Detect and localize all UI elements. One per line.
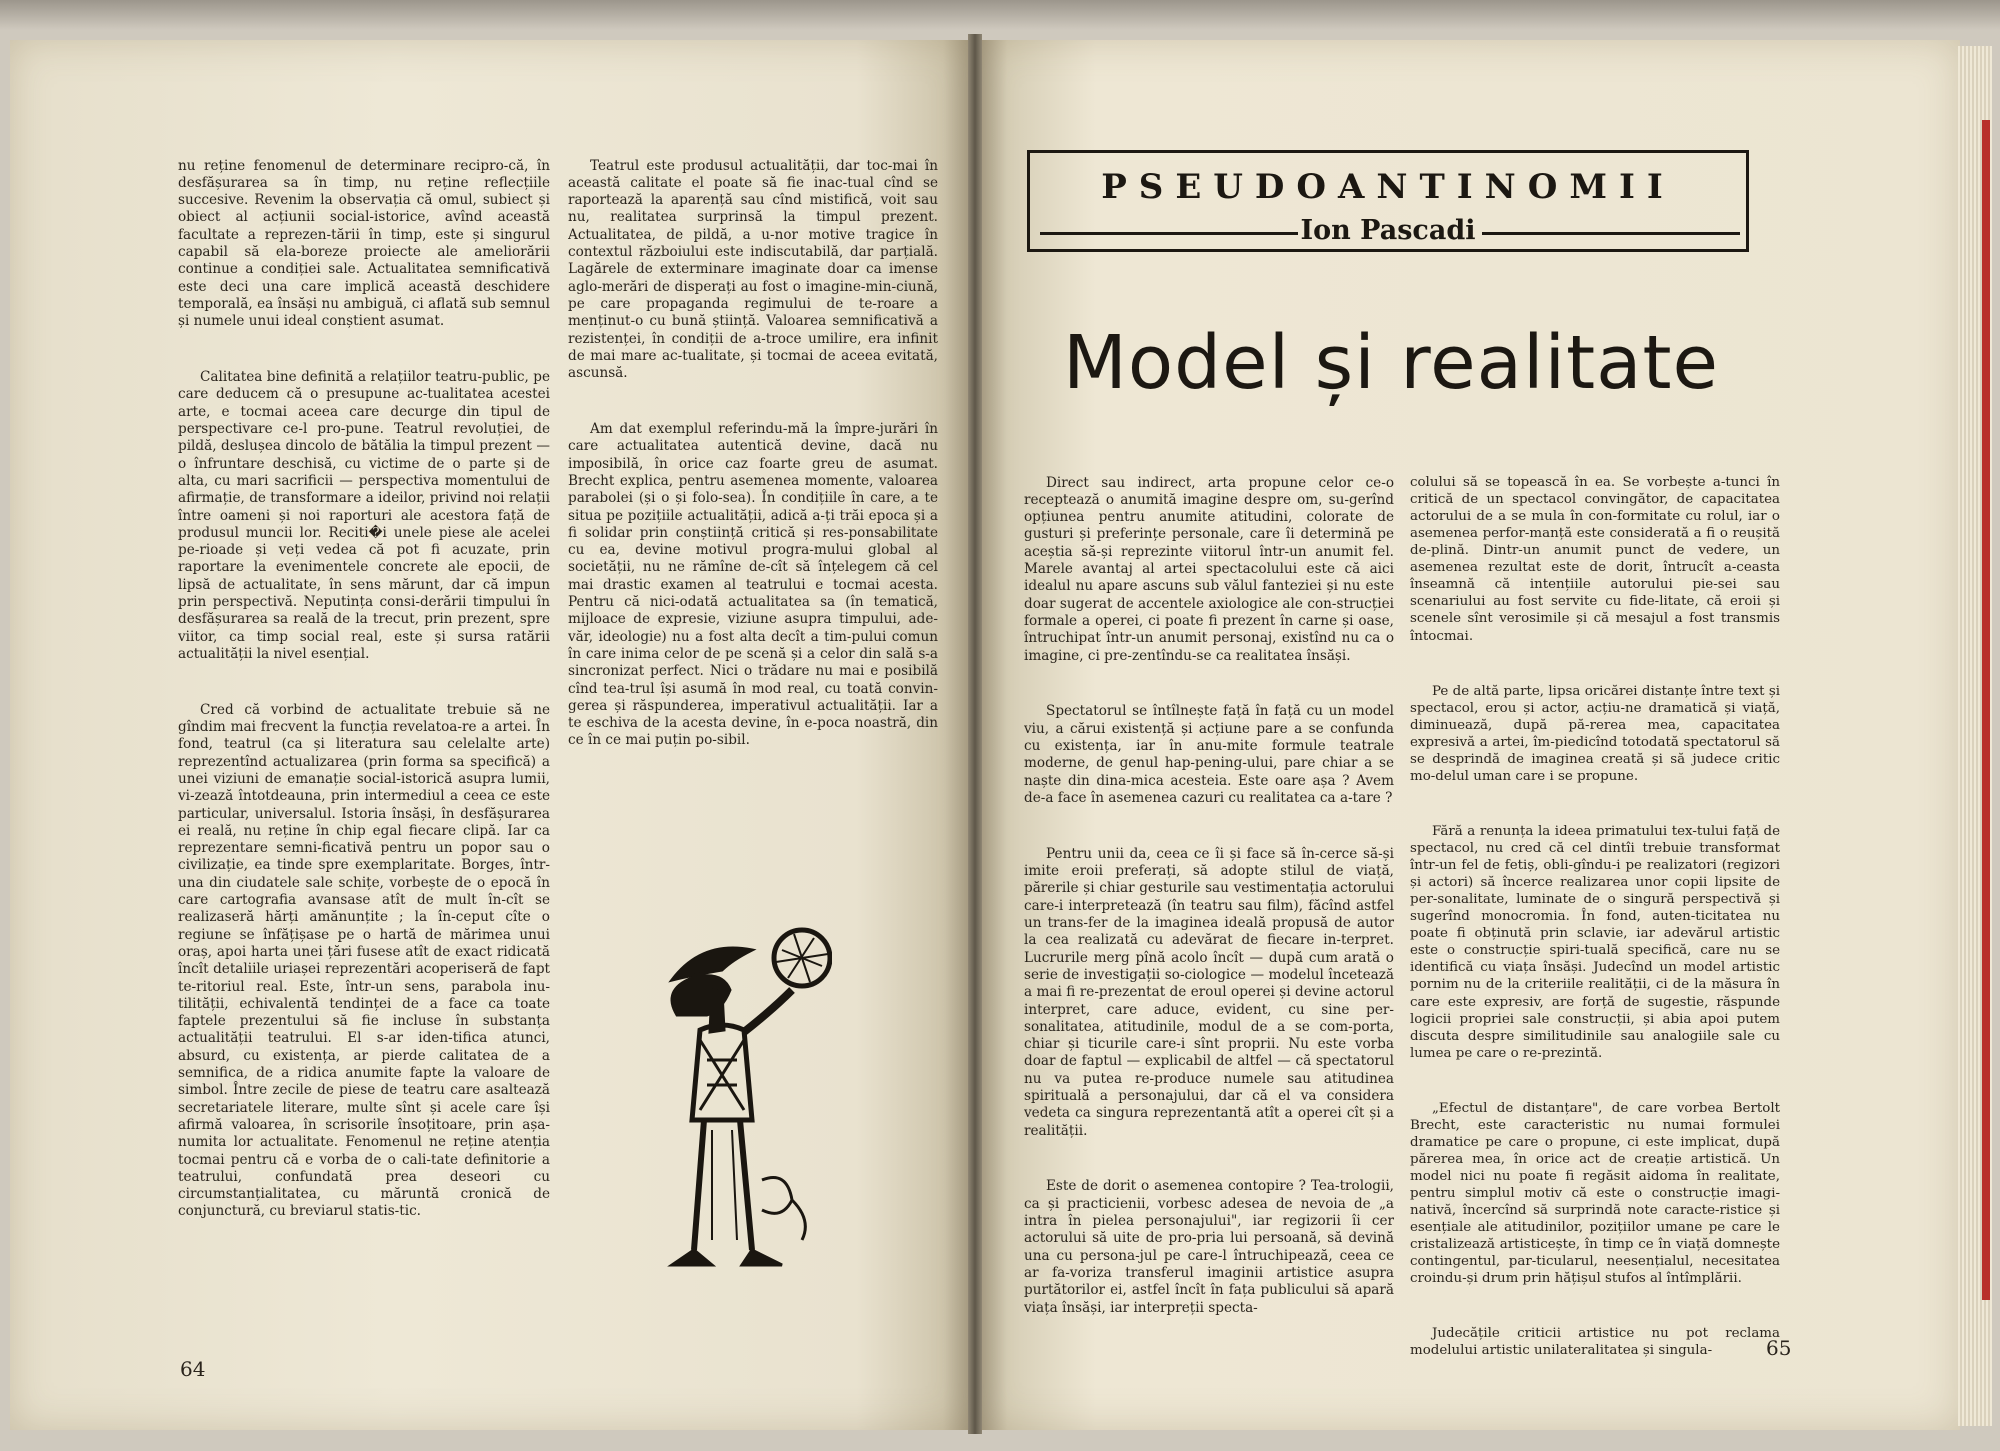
paragraph: Pe de altă parte, lipsa oricărei distanțe între text și spectacol, erou și actor, acțiu-ne dramatică și viață, diminuează, după pă-rerea mea, capacitatea expresivă a artei, îm-piedicînd totodată spectatorul să se desprindă de imaginea creată și să judece critic mo-delul uman care i se propune. [1410,683,1780,784]
paragraph: Judecățile criticii artistice nu pot reclama modelului artistic unilateralitatea și singula- [1410,1326,1780,1359]
right-column-2 [1410,440,1780,1440]
woodcut-illustration [652,920,832,1290]
paragraph: Fără a renunța la ideea primatului tex-tului față de spectacol, nu cred că cel dintîi trebuie transformat într-un fel de fetiș, obli-gîndu-i pe realizatori (regizori și actori) să încerce realizarea unor copii lipsite de per-sonalitate, luminate de o singură perspectivă și sugerînd monocromia. În fond, auten-ticitatea nu poate fi obținută prin sclavie, iar adevărul artistic este o construcție spiri-tuală specifică, care nu se identifică cu viața însăși. Judecînd un model artistic pornim nu de la criteriile realității, ci de la măsura în care este expresiv, are forță de sugestie, răspunde logicii propriei sale construcții, și abia apoi putem discuta despre similitudinile sau analogiile sale cu lumea pe care o re-prezintă. [1410,824,1780,1061]
author-row [1030,215,1746,245]
paragraph: Am dat exemplul referindu-mă la împre-jurări în care actualitatea autentică devine, dacă nu imposibilă, în orice caz foarte greu de asumat. Brecht explica, pentru asemenea momente, valoarea parabolei (și o și folo-sea). În condițiile în care, a te situa pe pozițiile actualității, adică a-ți trăi epoca și a fi solidar prin conștiință critică și res-ponsabilitate cu ea, devine motivul progra-mului global al societății, nu ne rămîne de-cît să înțelegem că cel mai drastic examen al teatrului e tocmai acesta. Pentru că nici-odată actualitatea sa (în tematică, mijloace de expresie, viziune asupra timpului, ade-văr, ideologie) nu a fost alta decît a tim-pului comun în care inima celor de pe scenă și a celor din sală s-a sincronizat perfect. Nici o trădare nu mai e posibilă cînd tea-trul își asumă în mod real, cu toată convin-gerea și răspunderea, imperativul actualității. Iar a te eschiva de la acesta devine, în e-poca noastră, din ce în ce mai puțin po-sibil. [568,421,938,749]
right-column-1 [1024,440,1394,1440]
series-title: PSEUDOANTINOMII [1101,167,1675,207]
paragraph: Teatrul este produsul actualității, dar toc-mai în această calitate el poate să fie inac-tual cînd se raportează la aparență sau cînd mistifică, voit sau nu, realitatea surprinsă la timpul prezent. Actualitatea, de pildă, a u-nor motive tragice în contextul războiului este indiscutabilă, dar parțială. Lagărele de exterminare imaginate doar ca imense aglo-merări de disperați au fost o imagine-min-ciună, pe care propaganda regimului de te-roare a menținut-o cu bună știință. Valoarea semnificativă a rezistenței, în condiții de a-troce umilire, era infinit de mai mare ac-tualitate, și tocmai de aceea evitată, ascunsă. [568,157,938,382]
red-ribbon-edge [1982,120,1990,1300]
page-number-right: 65 [1766,1336,1792,1360]
paragraph: Este de dorit o asemenea contopire ? Tea-trologii, ca și practicienii, vorbesc adesea de nevoia de „a intra în pielea personajului", iar regizorii îi cer actorului să uite de pro-pria lui persoană, să devină una cu persona-jul pe care-l întruchipează, ceea ce ar fa-voriza transferul imaginii artistice asupra purtătorilor ei, astfel încît în fața publicului să apară viața însăși, iar interpreții specta- [1024,1178,1394,1316]
left-column-1 [178,123,550,1348]
paragraph: Calitatea bine definită a relațiilor teatru-public, pe care deducem că o presupune ac-tualitatea acestei arte, e tocmai aceea care decurge din tipul de perspectivare ce-l pro-pune. Teatrul revoluției, de pildă, deslușea dincolo de bătălia la timpul prezent — o înfruntare deschisă, cu victime de o parte și de alta, cu mari sacrificii — perspectiva momentului de afirmație, de transformare a ideilor, privind noi relații între oameni și noi raporturi ale acestora față de produsul muncii lor. Reciti�i unele piese ale acelei pe-rioade și veți vedea că pot fi acuzate, prin raportare la evenimentele concrete ale epocii, de lipsă de actualitate, în sens mărunt, dar că impun prin perspectivă. Neputința consi-derării timpului în desfășurarea sa reală de la trecut, prin prezent, spre viitor, ca timp social real, este și sursa ratării actualității la nivel esențial. [178,369,550,662]
paragraph: Pentru unii da, ceea ce îi și face să în-cerce să-și imite eroii preferați, să adopte stilul de viață, părerile și chiar gesturile sau vestimentația actorului care-i interpretează (în teatru sau film), făcînd astfel un trans-fer de la imaginea ideală propusă de autor la cea realizată cu adevărat de fiecare in-terpret. Lucrurile merg pînă acolo încît — după cum arată o serie de investigații so-ciologice — modelul încetează a mai fi re-prezentat de eroul operei și devine actorul interpret, care aduce, evident, cu sine per-sonalitatea, atitudinile, modul de a se com-porta, chiar și ticurile care-i sînt proprii. Nu este vorba doar de faptul — explicabil de altfel — că spectatorul nu va putea re-produce numele sau atitudinea spirituală a personajului, dar că el va considera vedeta ca singura reprezentantă atît a operei cît și a realității. [1024,845,1394,1139]
page-number-left: 64 [180,1357,206,1381]
paragraph: Cred că vorbind de actualitate trebuie să ne gîndim mai frecvent la funcția revelatoa-re a artei. În fond, teatrul (ca și literatura sau celelalte arte) reprezentînd actualizarea (prin forma sa specifică) a unei viziuni de emanație social-istorică asupra lumii, vi-zează întotdeauna, prin intermediul a ceea ce este particular, universalul. Istoria însăși, în desfășurarea ei reală, nu reține în chip egal fiecare clipă. Iar ca reprezentare semni-ficativă pentru un popor sau o civilizație, ea tinde spre exemplaritate. Borges, într-una din ciudatele sale schițe, vorbește de o epocă în care cartografia avansase atît de mult în-cît se realizaseră hărți amănunțite ; la în-ceput cîte o regiune se înfățișase pe o hartă de mărimea unui oraș, apoi harta unei țări fusese atît de exact ridicată încît detaliile uriașei reprezentări acoperiseră de fapt te-ritoriul real. Este, într-un sens, parabola inu-tilității, echivalentă tendinței de a face ca toate faptele prezentului să fie incluse în substanța actualității teatrului. El s-ar iden-tifica atunci, absurd, cu existența, ar pierde calitatea de a semnifica, de a ridica anumite fapte la valoare de simbol. Între zecile de piese de teatru care asaltează secretariatele literare, multe sînt și acele care își afirmă valoarea, în scrisorile însoțitoare, prin așa-numita lor actualitate. Fenomenul ne reține atenția tocmai pentru că e vorba de o cali-tate definitorie a teatrului, confundată prea deseori cu circumstanțialitatea, cu măruntă cronică de conjunctură, cu breviarul statis-tic. [178,701,550,1220]
paragraph: Direct sau indirect, arta propune celor ce-o receptează o anumită imagine despre om, su-gerînd opțiunea pentru anumite atitudini, colorate de gusturi și preferințe personale, care îi determină pe aceștia să-și reprezinte viitorul într-un anumit fel. Marele avantaj al artei spectacolului este că aici idealul nu apare ascuns sub vălul fanteziei și nu este doar sugerat de accentele axiologice ale con-strucției formale a operei, ci poate fi prezent în carne și oase, întruchipat într-un anumit personaj, existînd nu ca o imagine, ci pre-zentîndu-se ca realitatea însăși. [1024,474,1394,664]
series-masthead [1027,150,1749,252]
paragraph: colului să se topească în ea. Se vorbește a-tunci în critică de un spectacol convingător, de capacitatea actorului de a se mula în con-formitate cu rolul, iar o asemenea perfor-manță este considerată a fi o reușită de-plină. Dintr-un anumit punct de vedere, un asemenea rezultat este de dorit, întrucît a-ceasta înseamnă că intențiile autorului pie-sei sau scenariului au fost servite cu fide-litate, că eroii și scenele sînt verosimile și că mesajul a fost transmis întocmai. [1410,475,1780,644]
article-author: Ion Pascadi [1300,215,1476,246]
book-gutter [968,34,982,1434]
article-title: Model și realitate [1062,320,1720,406]
paragraph: nu reține fenomenul de determinare recipro-că, în desfășurarea sa în timp, nu reține reflecțiile succesive. Revenim la observația că omul, subiect și obiect al acțiunii social-istorice, avînd această facultate a reprezen-tării în timp, este și singurul capabil să ela-boreze proiecte ale ameliorării continue a condiției sale. Actualitatea semnificativă este deci una care implică această deschidere temporală, ea însăși nu ambiguă, ci aflată sub semnul și numele unui ideal conștient asumat. [178,157,550,330]
paragraph: Spectatorul se întîlnește față în față cu un model viu, a cărui existență și acțiune pare a se confunda cu existența, iar în anu-mite formule teatrale moderne, de genul hap-pening-ului, pare chiar a se naște din dina-mica acesteia. Este oare așa ? Avem de-a face în asemenea cazuri cu realitatea ca a-tare ? [1024,703,1394,806]
figure-with-orb-icon [672,930,830,1265]
paragraph: „Efectul de distanțare", de care vorbea Bertolt Brecht, este caracteristic nu numai formulei dramatice pe care o propune, ci este implicat, după părerea mea, în orice act de creație artistică. Un model nici nu poate fi regăsit aidoma în realitate, pentru simplul motiv că este o construcție imagi-nativă, încercînd să surprindă note caracte-ristice și esențiale ale atitudinilor, pozițiilor umane pe care le cristalizează artisticește, în timp ce în viață domnește contingentul, par-ticularul, neesențialul, necesitatea croindu-și drum prin hățișul stufos al întîmplării. [1410,1100,1780,1287]
